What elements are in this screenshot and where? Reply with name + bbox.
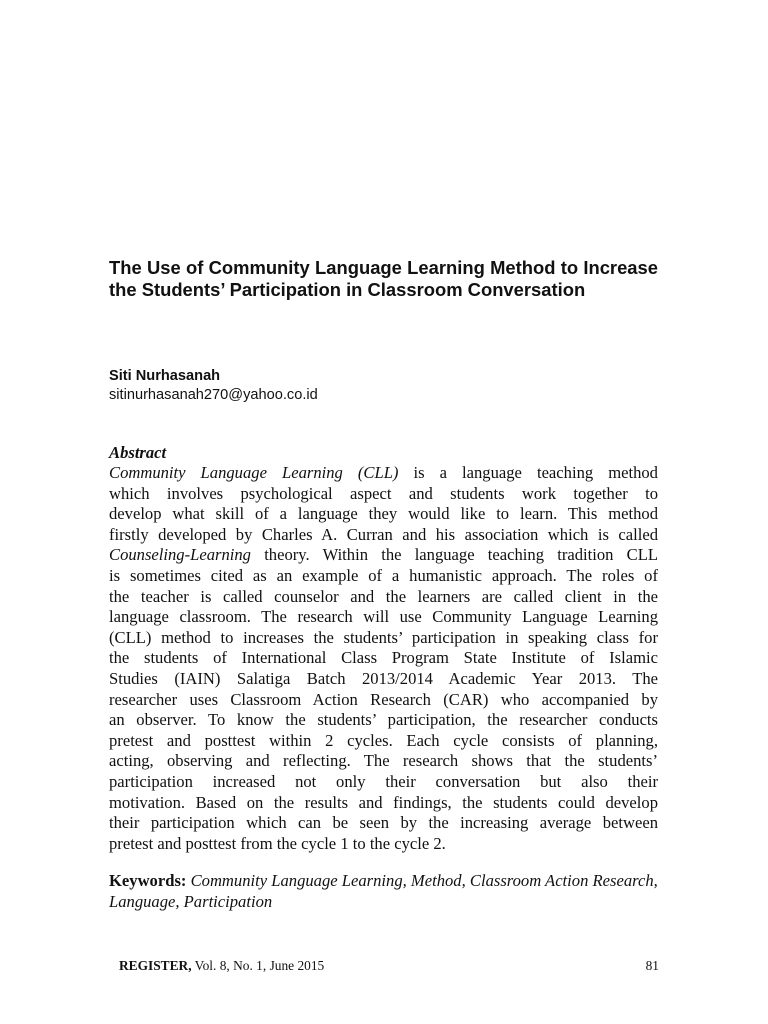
abstract-text: participation increased not only their conversation but also their: [109, 771, 658, 791]
journal-name: REGISTER,: [119, 958, 192, 973]
abstract-text: which involves psychological aspect and students work together to: [109, 483, 658, 503]
abstract-text: Studies (IAIN) Salatiga Batch 2013/2014 Academic Year 2013. The: [109, 668, 658, 688]
abstract-text: motivation. Based on the results and findings, the students could develop: [109, 792, 658, 812]
abstract-line: [109, 751, 658, 772]
keywords-list: Community Language Learning, Method, Classroom Action Research, Language, Participation: [109, 871, 658, 911]
abstract-text: the teacher is called counselor and the learners are called client in the: [109, 586, 658, 606]
abstract-text: is a language teaching method: [398, 463, 658, 482]
abstract-body: [109, 463, 658, 854]
author-name: Siti Nurhasanah: [109, 368, 221, 384]
abstract-line: [109, 793, 658, 814]
abstract-text: is sometimes cited as an example of a humanistic approach. The roles of: [109, 565, 658, 585]
abstract-text: firstly developed by Charles A. Curran and his association which is called: [109, 524, 658, 544]
abstract-line: [109, 628, 658, 649]
keywords-label: Keywords:: [109, 871, 187, 890]
abstract-line: [109, 587, 658, 608]
abstract-line: [109, 525, 658, 546]
abstract-text: acting, observing and reflecting. The research shows that the students’: [109, 751, 658, 771]
abstract-text: theory. Within the language teaching tradition CLL: [250, 545, 658, 565]
abstract-line: [109, 545, 658, 566]
abstract-line: [109, 484, 658, 505]
abstract-italic-term: Community Language Learning (CLL): [109, 463, 399, 482]
abstract-text: pretest and posttest within 2 cycles. Each cycle consists of planning,: [109, 730, 658, 750]
abstract-text: the students of International Class Program State Institute of Islamic: [109, 648, 658, 668]
paper-page: [109, 0, 658, 1024]
abstract-text: language classroom. The research will use Community Language Learning: [109, 607, 658, 627]
abstract-italic-term: Counseling-Learning: [109, 545, 251, 565]
abstract-text: develop what skill of a language they would like to learn. This method: [109, 504, 658, 524]
abstract-text: their participation which can be seen by the increasing average between: [109, 813, 658, 833]
abstract-line: [109, 690, 658, 711]
abstract-line: [109, 648, 658, 669]
author-email: sitinurhasanah270@yahoo.co.id: [109, 387, 318, 403]
abstract-text: an observer. To know the students’ participation, the researcher conducts: [109, 710, 658, 730]
journal-issue: Vol. 8, No. 1, June 2015: [191, 958, 325, 973]
abstract-text: researcher uses Classroom Action Research (CAR) who accompanied by: [109, 689, 658, 709]
abstract-line: [109, 607, 658, 628]
keywords: [109, 871, 658, 912]
abstract-line: [109, 504, 658, 525]
abstract-line: [109, 710, 658, 731]
abstract-heading: Abstract: [109, 443, 167, 462]
abstract-line: [109, 813, 658, 834]
page-footer: [119, 957, 659, 974]
abstract-line: [109, 772, 658, 793]
abstract-text: (CLL) method to increases the students’ participation in speaking class for: [109, 627, 658, 647]
abstract-line: [109, 669, 658, 690]
paper-title: The Use of Community Language Learning Method to Increase the Students’ Participation in Classroom Conversation: [109, 257, 658, 300]
page-number: 81: [645, 958, 659, 973]
abstract-line: [109, 566, 658, 587]
abstract-line: [109, 731, 658, 752]
abstract-line: [109, 463, 658, 484]
abstract-text: pretest and posttest from the cycle 1 to the cycle 2.: [109, 833, 446, 853]
abstract-line: [109, 834, 658, 855]
